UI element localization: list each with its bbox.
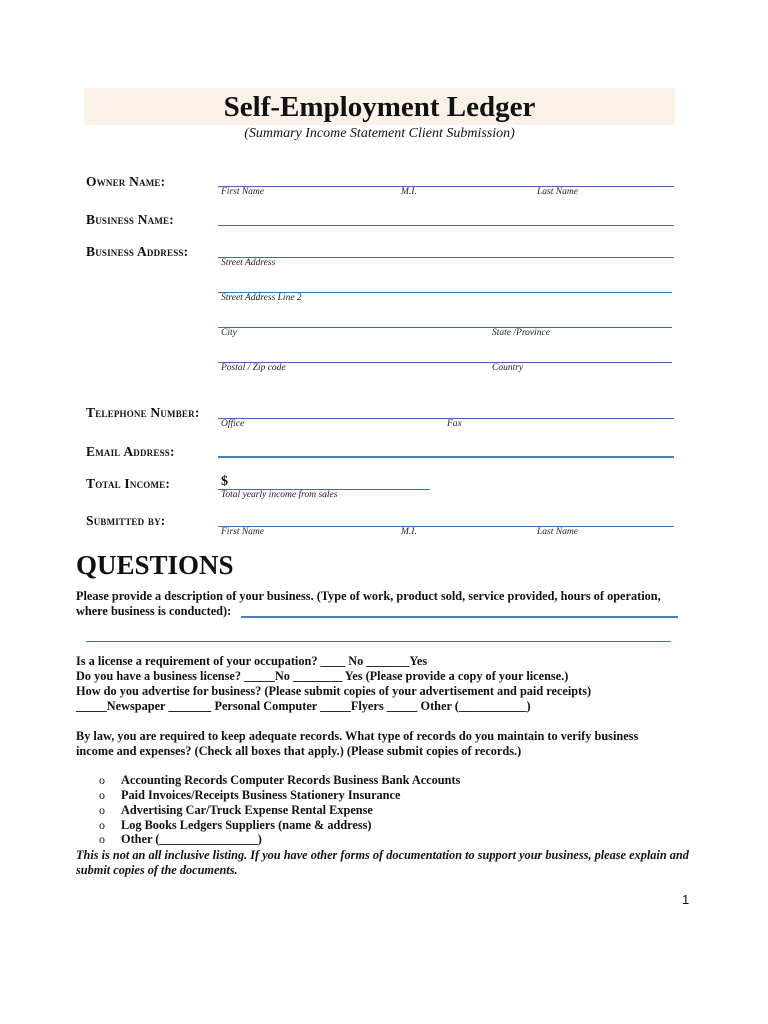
describe-answer-line2[interactable] bbox=[86, 641, 671, 642]
submitted-mi-caption: M.I. bbox=[401, 527, 417, 537]
page-title: Self-Employment Ledger bbox=[223, 91, 536, 123]
bullet-icon: o bbox=[99, 818, 105, 832]
total-income-caption: Total yearly income from sales bbox=[221, 490, 338, 500]
bullet-icon: o bbox=[99, 788, 105, 802]
city-state-field[interactable] bbox=[218, 327, 672, 328]
street-address-2-caption: Street Address Line 2 bbox=[221, 293, 302, 303]
owner-mi-caption: M.I. bbox=[401, 187, 417, 197]
business-name-field[interactable] bbox=[218, 225, 674, 226]
email-field[interactable] bbox=[218, 456, 674, 458]
email-label: Email Address: bbox=[86, 444, 175, 459]
advertise-options: _____Newspaper _______ Personal Computer _____Flyers _____ Other (___________) bbox=[76, 699, 531, 713]
bullet-icon: o bbox=[99, 832, 105, 846]
business-name-label: Business Name: bbox=[86, 212, 174, 227]
records-item: Advertising Car/Truck Expense Rental Expense bbox=[121, 803, 373, 817]
describe-question-line2: where business is conducted): bbox=[76, 604, 232, 618]
records-item: Other (________________) bbox=[121, 832, 262, 846]
submitted-first-caption: First Name bbox=[221, 527, 265, 537]
street-address-caption: Street Address bbox=[221, 258, 276, 268]
advertise-question: How do you advertise for business? (Please submit copies of your advertisement and paid receipts) bbox=[76, 684, 592, 698]
bullet-icon: o bbox=[99, 773, 105, 787]
postal-country-field[interactable] bbox=[218, 362, 672, 363]
owner-name-field[interactable] bbox=[218, 186, 674, 187]
describe-answer-line1[interactable] bbox=[241, 616, 678, 618]
records-item: Log Books Ledgers Suppliers (name & address) bbox=[121, 818, 372, 832]
postal-caption: Postal / Zip code bbox=[221, 363, 286, 373]
owner-name-label: Owner Name: bbox=[86, 174, 166, 189]
fax-caption: Fax bbox=[447, 419, 462, 429]
submitted-by-field[interactable] bbox=[218, 526, 674, 527]
submitted-last-caption: Last Name bbox=[537, 527, 578, 537]
questions-heading: QUESTIONS bbox=[76, 550, 234, 580]
license-required-question: Is a license a requirement of your occupation? ____ No _______Yes bbox=[76, 654, 428, 668]
documentation-note: This is not an all inclusive listing. If you have other forms of documentation to support your business, please explain and submit copies of the documents. bbox=[76, 848, 689, 877]
records-item: Accounting Records Computer Records Business Bank Accounts bbox=[121, 773, 461, 787]
records-item: Paid Invoices/Receipts Business Stationery Insurance bbox=[121, 788, 401, 802]
telephone-field[interactable] bbox=[218, 418, 674, 419]
page-number: 1 bbox=[682, 892, 690, 907]
owner-first-caption: First Name bbox=[221, 187, 265, 197]
street-address-field[interactable] bbox=[218, 257, 674, 258]
country-caption: Country bbox=[492, 363, 524, 373]
dollar-sign: $ bbox=[221, 474, 228, 489]
bullet-icon: o bbox=[99, 803, 105, 817]
page-subtitle: (Summary Income Statement Client Submission) bbox=[244, 126, 515, 141]
records-question-line2: income and expenses? (Check all boxes that apply.) (Please submit copies of records.) bbox=[76, 744, 522, 758]
business-address-label: Business Address: bbox=[86, 244, 189, 259]
owner-last-caption: Last Name bbox=[537, 187, 578, 197]
describe-question-line1: Please provide a description of your business. (Type of work, product sold, service provided, hours of operation, bbox=[76, 589, 661, 603]
office-caption: Office bbox=[221, 419, 245, 429]
total-income-label: Total Income: bbox=[86, 476, 171, 491]
state-caption: State /Province bbox=[492, 328, 550, 338]
submitted-by-label: Submitted by: bbox=[86, 513, 166, 528]
city-caption: City bbox=[221, 328, 237, 338]
telephone-label: Telephone Number: bbox=[86, 405, 200, 420]
business-license-question: Do you have a business license? _____No ________ Yes (Please provide a copy of your license.) bbox=[76, 669, 569, 683]
records-question-line1: By law, you are required to keep adequate records. What type of records do you maintain to verify business bbox=[76, 729, 639, 743]
